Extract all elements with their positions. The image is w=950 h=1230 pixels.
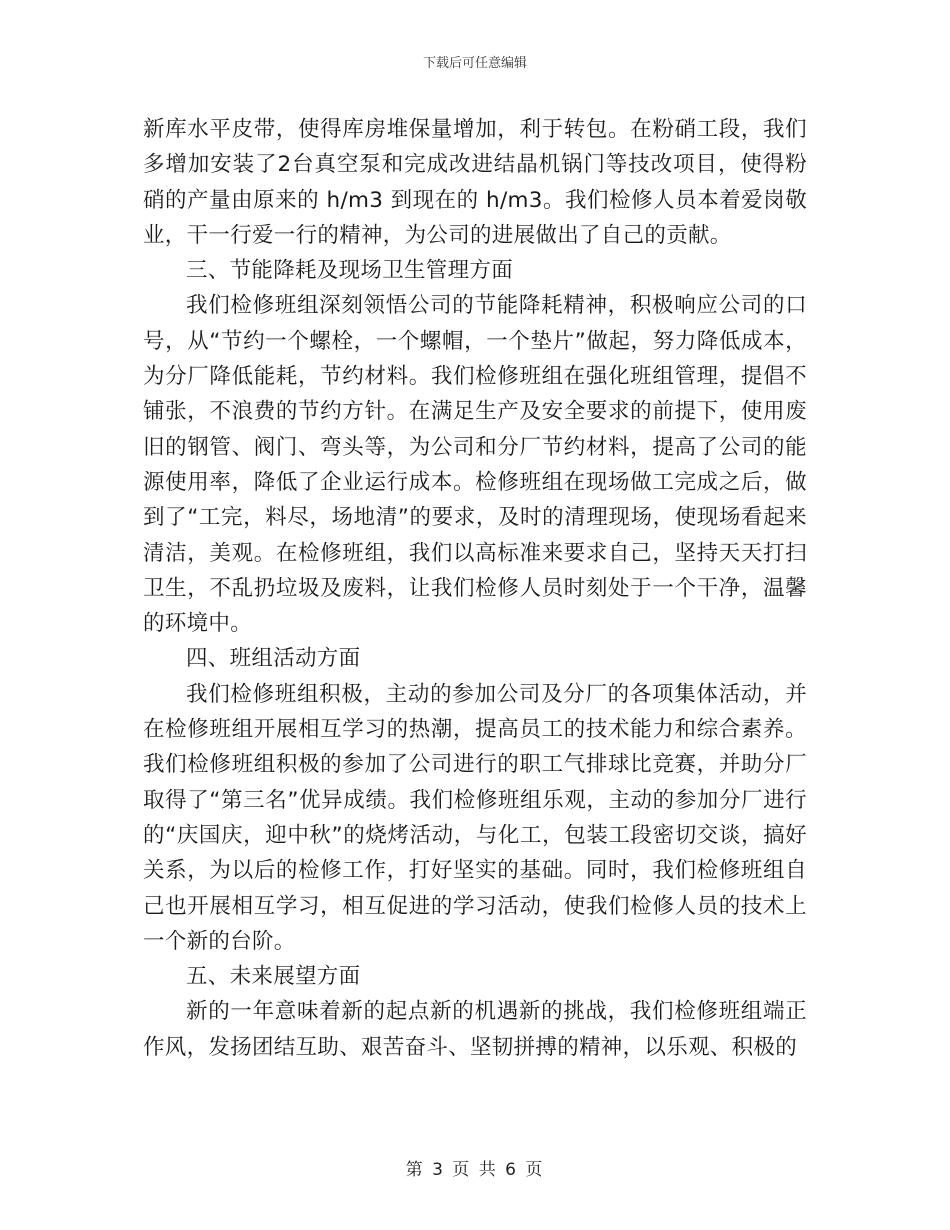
page-number: 第 3 页 共 6 页 xyxy=(405,1160,545,1180)
page-header: 下载后可任意编辑 xyxy=(422,56,527,71)
paragraph-continued: 新库水平皮带，使得库房堆保量增加，利于转包。在粉硝工段，我们多增加安装了2台真空泵和完成改进结晶机锅门等技改项目，使得粉硝的产量由原来的 h/m3 到现在的 h/m3。我们检修人员本着爱岗敬业，干一行爱一行的精神，为公司的进展做出了自己的贡献。 xyxy=(143,117,807,248)
section-heading-5: 五、未来展望方面 xyxy=(186,964,361,990)
section-heading-4: 四、班组活动方面 xyxy=(186,646,361,672)
paragraph-energy-saving: 我们检修班组深刻领悟公司的节能降耗精神，积极响应公司的口号，从“节约一个螺栓，一个螺帽，一个垫片”做起，努力降低成本，为分厂降低能耗，节约材料。我们检修班组在强化班组管理，提倡不铺张，不浪费的节约方针。在满足生产及安全要求的前提下，使用废旧的钢管、阀门、弯头等，为公司和分厂节约材料，提高了公司的能源使用率，降低了企业运行成本。检修班组在现场做工完成之后，做到了“工完，料尽，场地清”的要求，及时的清理现场，使现场看起来清洁，美观。在检修班组，我们以高标准来要求自己，坚持天天打扫卫生，不乱扔垃圾及废料，让我们检修人员时刻处于一个干净，温馨的环境中。 xyxy=(143,293,807,637)
paragraph-team-activities: 我们检修班组积极，主动的参加公司及分厂的各项集体活动，并在检修班组开展相互学习的热潮，提高员工的技术能力和综合素养。我们检修班组积极的参加了公司进行的职工气排球比竞赛，并助分厂取得了“第三名”优异成绩。我们检修班组乐观，主动的参加分厂进行的“庆国庆，迎中秋”的烧烤活动，与化工，包装工段密切交谈，搞好关系，为以后的检修工作，打好坚实的基础。同时，我们检修班组自己也开展相互学习，相互促进的学习活动，使我们检修人员的技术上一个新的台阶。 xyxy=(143,681,807,954)
section-heading-3: 三、节能降耗及现场卫生管理方面 xyxy=(186,258,514,284)
document-body xyxy=(143,112,807,1065)
paragraph-future-outlook: 新的一年意味着新的起点新的机遇新的挑战，我们检修班组端正作风，发扬团结互助、艰苦奋斗、坚韧拼搏的精神，以乐观、积极的 xyxy=(143,999,807,1060)
